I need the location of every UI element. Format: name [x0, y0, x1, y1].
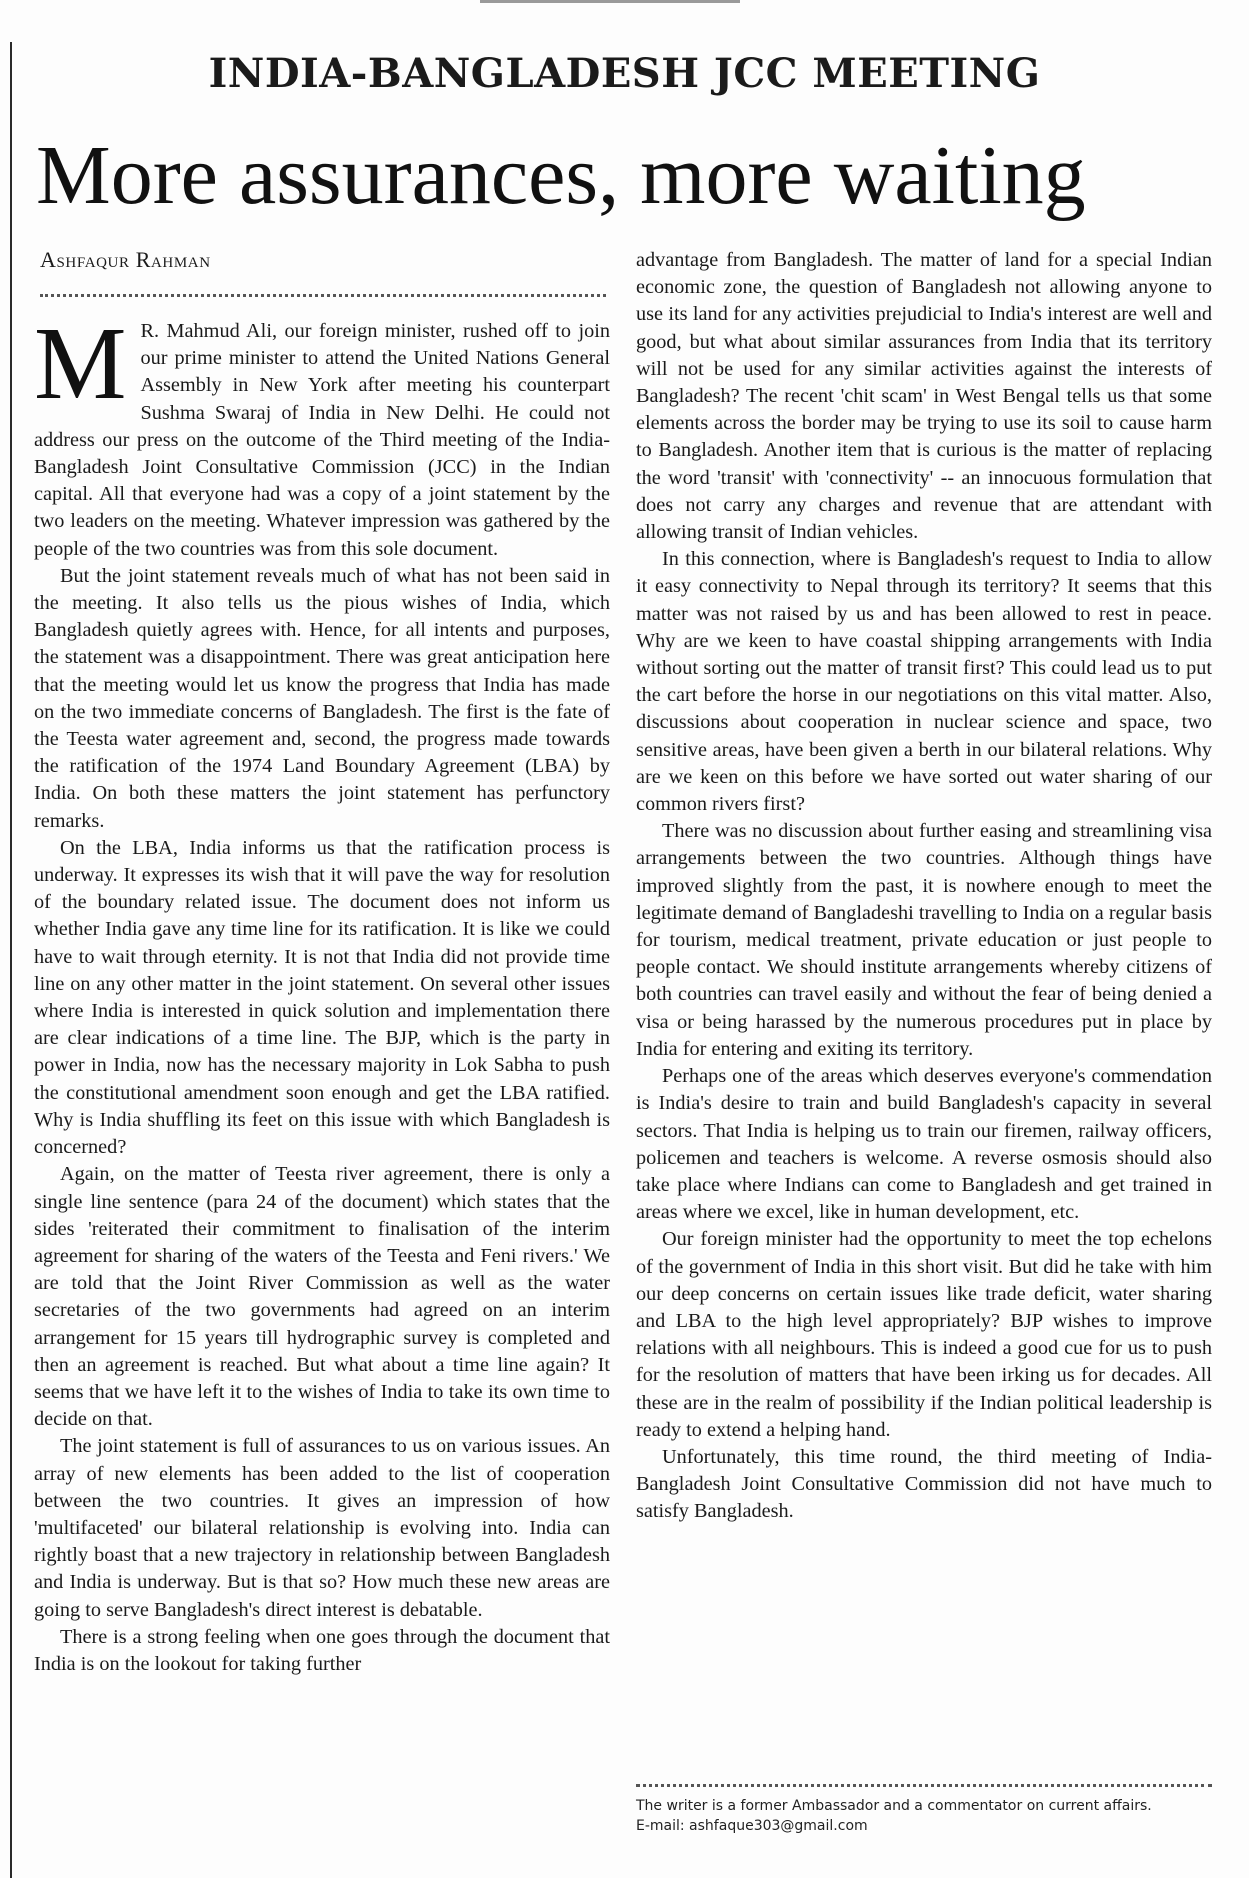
- author-email: E-mail: ashfaque303@gmail.com: [636, 1818, 868, 1834]
- drop-cap: M: [34, 306, 127, 421]
- author-bio: The writer is a former Ambassador and a commentator on current affairs.: [636, 1798, 1152, 1814]
- paragraph: The joint statement is full of assurances to us on various issues. An array of new elements has been added to the list of cooperation between the two countries. It gives an impression of how 'multifaceted' our bilateral relationship is evolving into. India can rightly boast that a new trajectory in relationship between Bangladesh and India is underway. But is that so? How much these new areas are going to serve Bangladesh's direct interest is debatable.: [34, 1435, 610, 1621]
- left-column: [34, 306, 610, 1678]
- paragraph: Unfortunately, this time round, the third meeting of India-Bangladesh Joint Consultative Commission did not have much to satisfy Bangladesh.: [636, 1445, 1212, 1523]
- paragraph: There is a strong feeling when one goes through the document that India is on the lookout for taking further: [34, 1625, 610, 1675]
- paragraph: Our foreign minister had the opportunity to meet the top echelons of the government of India in this short visit. But did he take with him our deep concerns on certain issues like trade deficit, water sharing and LBA to the high level appropriately? BJP wishes to improve relations with all neighbours. This is indeed a good cue for us to push for the resolution of matters that have been irking us for decades. All these are in the realm of possibility if the Indian political leadership is ready to extend a helping hand.: [636, 1228, 1212, 1441]
- paragraph: Again, on the matter of Teesta river agreement, there is only a single line sentence (para 24 of the document) which states that the sides 'reiterated their commitment to finalisation of the interim agreement for sharing of the waters of the Teesta and Feni rivers.' We are told that the Joint River Commission as well as the water secretaries of the two governments had agreed on an interim arrangement for 15 years till hydrographic survey is completed and then an agreement is reached. But what about a time line again? It seems that we have left it to the wishes of India to take its own time to decide on that.: [34, 1163, 610, 1431]
- headline: More assurances, more waiting: [36, 129, 1086, 222]
- paragraph: [34, 306, 610, 563]
- paragraph: advantage from Bangladesh. The matter of land for a special Indian economic zone, the question of Bangladesh not allowing anyone to use its land for any activities prejudicial to India's interest are well and good, but what about similar assurances from India that its territory will not be used for any similar activities against the interests of Bangladesh? The recent 'chit scam' in West Bengal tells us that some elements across the border may be trying to use its soil to cause harm to Bangladesh. Another item that is curious is the matter of replacing the word 'transit' with 'connectivity' -- an innocuous formulation that does not carry any charges and revenue that are attendant with allowing transit of Indian vehicles.: [636, 249, 1212, 544]
- kicker: INDIA-BANGLADESH JCC MEETING: [208, 50, 1041, 97]
- author-note: [636, 1796, 1236, 1836]
- byline-divider: [40, 294, 606, 297]
- paragraph: In this connection, where is Bangladesh's request to India to allow it easy connectivity to Nepal through its territory? It seems that this matter was not raised by us and has been allowed to rest in peace. Why are we keen to have coastal shipping arrangements with India without sorting out the matter of transit first? This could lead us to put the cart before the horse in our negotiations on this vital matter. Also, discussions about cooperation in nuclear science and space, two sensitive areas, have been given a berth in our bilateral relations. Why are we keen on this before we have sorted out water sharing of our common rivers first?: [636, 548, 1212, 816]
- left-border-rule: [10, 42, 12, 1878]
- footer-divider: [636, 1784, 1212, 1787]
- byline: Ashfaqur Rahman: [40, 247, 211, 272]
- paragraph: There was no discussion about further easing and streamlining visa arrangements between the two countries. Although things have improved slightly from the past, it is nowhere enough to meet the legitimate demand of Bangladeshi travelling to India on a regular basis for tourism, medical treatment, private education or just people to people contact. We should institute arrangements whereby citizens of both countries can travel easily and without the fear of being denied a visa or being harassed by the numerous procedures put in place by India for entering and exiting its territory.: [636, 820, 1212, 1060]
- paragraph: Perhaps one of the areas which deserves everyone's commendation is India's desire to train and build Bangladesh's capacity in several sectors. That India is helping us to train our firemen, railway officers, policemen and teachers is welcome. A reverse osmosis should also take place where Indians can come to Bangladesh and get trained in areas where we excel, like in human development, etc.: [636, 1065, 1212, 1224]
- paragraph: But the joint statement reveals much of what has not been said in the meeting. It also tells us the pious wishes of India, which Bangladesh quietly agrees with. Hence, for all intents and purposes, the statement was a disappointment. There was great anticipation here that the meeting would let us know the progress that India has made on the two immediate concerns of Bangladesh. The first is the fate of the Teesta water agreement and, second, the progress made towards the ratification of the 1974 Land Boundary Agreement (LBA) by India. On both these matters the joint statement has perfunctory remarks.: [34, 564, 610, 832]
- paragraph-text: R. Mahmud Ali, our foreign minister, rushed off to join our prime minister to attend the United Nations General Assembly in New York after meeting his counterpart Sushma Swaraj of India in New Delhi. He could not address our press on the outcome of the Third meeting of the India-Bangladesh Joint Consultative Commission (JCC) in the Indian capital. All that everyone had was a copy of a joint statement by the two leaders on the meeting. Whatever impression was gathered by the people of the two countries was from this sole document.: [34, 320, 610, 560]
- paragraph: On the LBA, India informs us that the ratification process is underway. It expresses its wish that it will pave the way for resolution of the boundary related issue. The document does not inform us whether India gave any time line for its ratification. It is like we could have to wait through eternity. It is not that India did not provide time line on any other matter in the joint statement. On several other issues where India is interested in quick solution and implementation there are clear indications of a time line. The BJP, which is the party in power in India, now has the necessary majority in Lok Sabha to push the constitutional amendment soon enough and get the LBA ratified. Why is India shuffling its feet on this issue with which Bangladesh is concerned?: [34, 836, 610, 1159]
- top-rule: [480, 0, 740, 3]
- right-column: [636, 247, 1212, 1526]
